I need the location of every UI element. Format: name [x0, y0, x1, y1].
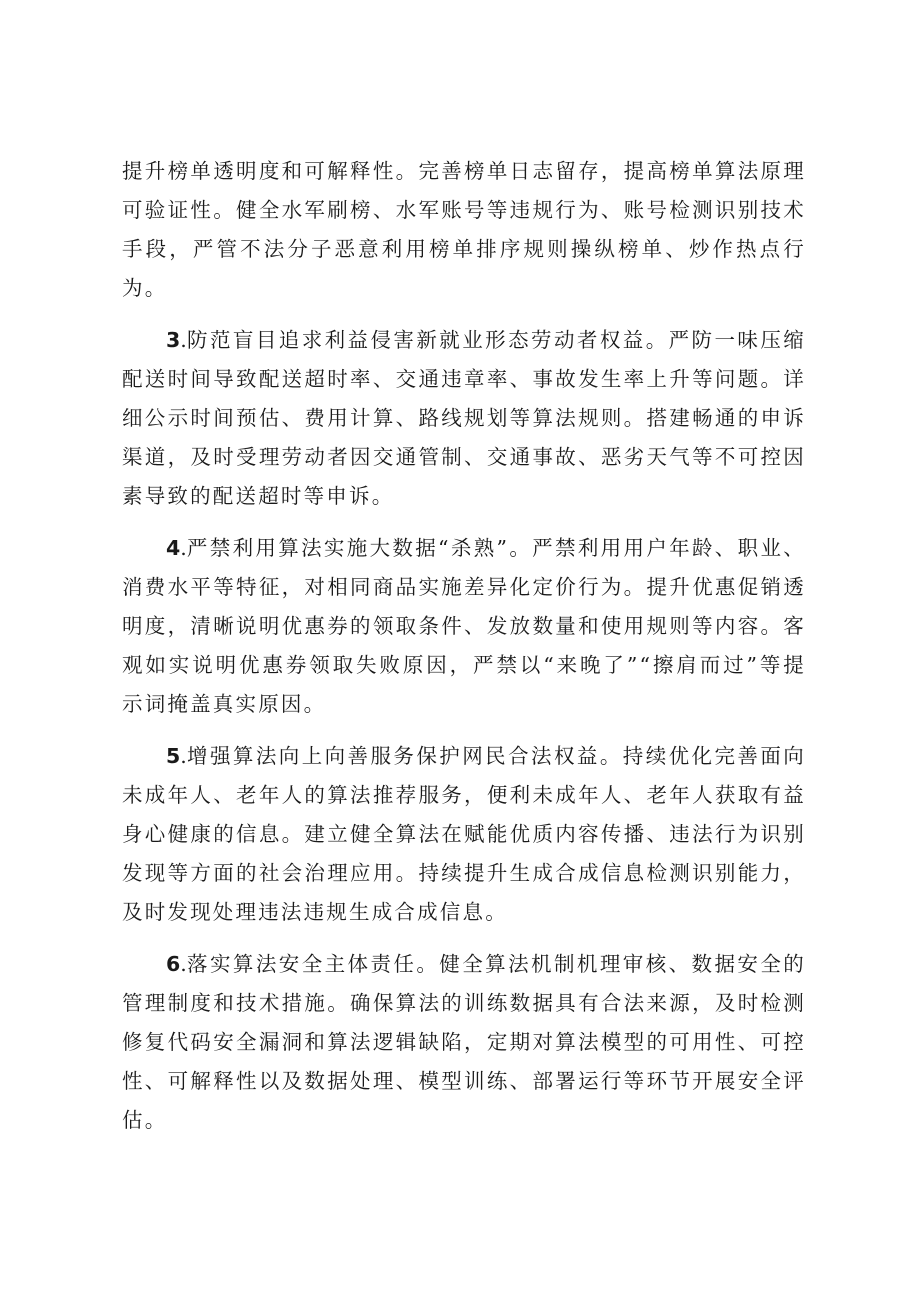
item-number-separator: . [180, 328, 187, 352]
paragraph-text: 提升榜单透明度和可解释性。完善榜单日志留存，提高榜单算法原理可验证性。健全水军刷榜、水军账号等违规行为、账号检测识别技术手段，严管不法分子恶意利用榜单排序规则操纵榜单、炒作热点行为。 [122, 159, 806, 300]
paragraph-continued [122, 152, 806, 308]
item-number: 3 [166, 328, 181, 352]
paragraph-text: 防范盲目追求利益侵害新就业形态劳动者权益。严防一味压缩配送时间导致配送超时率、交通违章率、事故发生率上升等问题。详细公示时间预估、费用计算、路线规划等算法规则。搭建畅通的申诉渠道，及时受理劳动者因交通管制、交通事故、恶劣天气等不可控因素导致的配送超时等申诉。 [122, 328, 806, 508]
item-number-separator: . [180, 744, 187, 768]
paragraph-item-3 [122, 321, 806, 516]
item-number: 6 [166, 952, 181, 976]
paragraph-text: 落实算法安全主体责任。健全算法机制机理审核、数据安全的管理制度和技术措施。确保算法的训练数据具有合法来源，及时检测修复代码安全漏洞和算法逻辑缺陷，定期对算法模型的可用性、可控性、可解释性以及数据处理、模型训练、部署运行等环节开展安全评估。 [122, 952, 806, 1132]
item-number: 5 [166, 744, 181, 768]
item-number-separator: . [180, 952, 187, 976]
paragraph-item-5 [122, 737, 806, 932]
item-number: 4 [166, 536, 181, 560]
paragraph-item-4 [122, 529, 806, 724]
paragraph-text: 严禁利用算法实施大数据“杀熟”。严禁利用用户年龄、职业、消费水平等特征，对相同商品实施差异化定价行为。提升优惠促销透明度，清晰说明优惠券的领取条件、发放数量和使用规则等内容。客观如实说明优惠券领取失败原因，严禁以“来晚了”“擦肩而过”等提示词掩盖真实原因。 [122, 536, 806, 716]
document-body [122, 152, 806, 1153]
paragraph-item-6 [122, 945, 806, 1140]
paragraph-text: 增强算法向上向善服务保护网民合法权益。持续优化完善面向未成年人、老年人的算法推荐服务，便利未成年人、老年人获取有益身心健康的信息。建立健全算法在赋能优质内容传播、违法行为识别发现等方面的社会治理应用。持续提升生成合成信息检测识别能力，及时发现处理违法违规生成合成信息。 [122, 744, 806, 924]
item-number-separator: . [180, 536, 187, 560]
